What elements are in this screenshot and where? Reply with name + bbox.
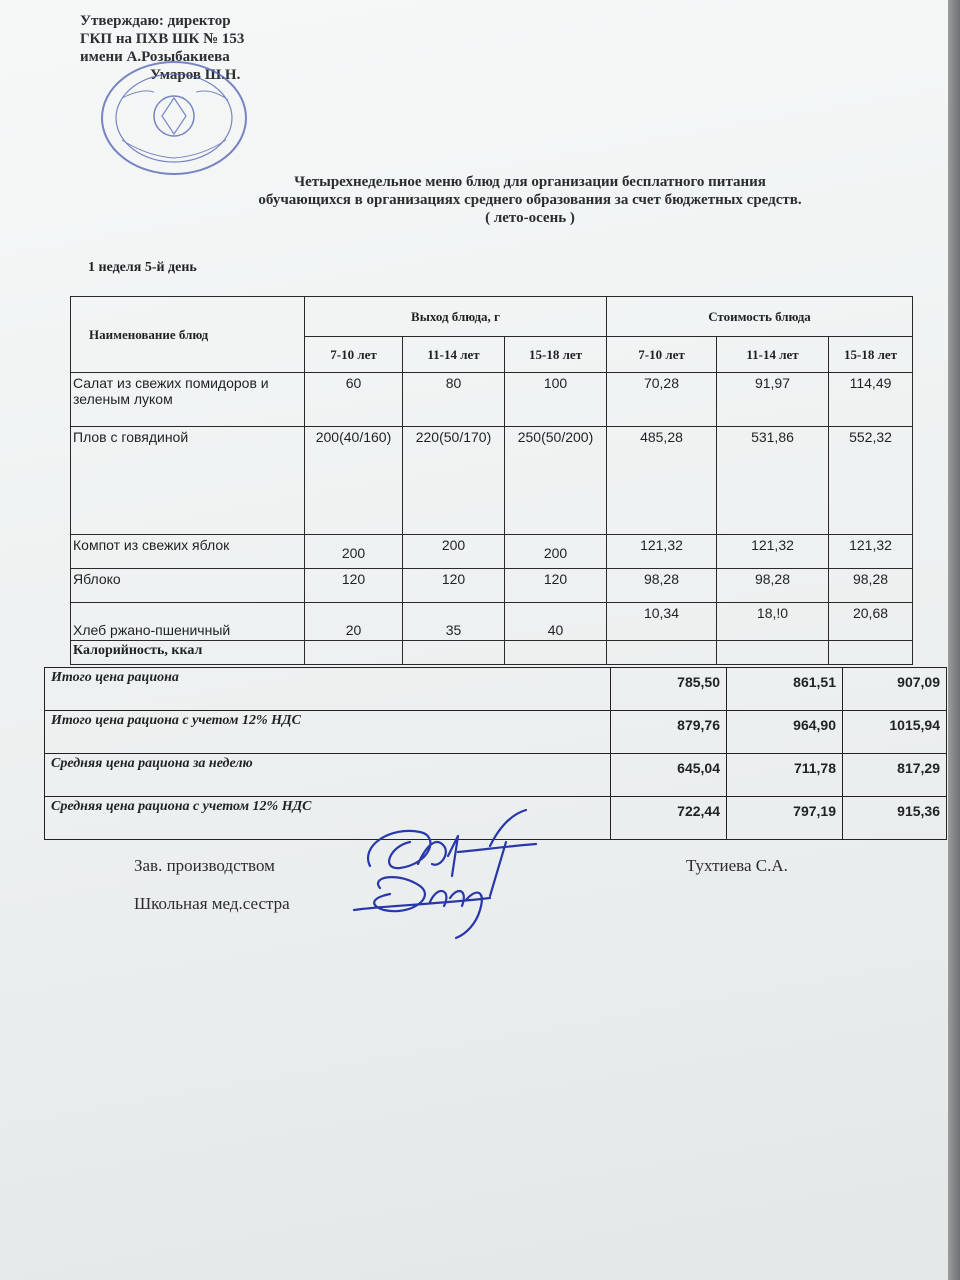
- yield-cell: 120: [403, 569, 505, 603]
- title-line: ( лето-осень ): [485, 210, 575, 226]
- yield-cell: 35: [403, 603, 505, 641]
- totals-value: 645,04: [611, 754, 727, 797]
- table-row: [71, 373, 913, 427]
- yield-cell: 220(50/170): [403, 427, 505, 535]
- yield-cell: 200(40/160): [305, 427, 403, 535]
- cost-cell: 20,68: [829, 603, 913, 641]
- document-title: [150, 173, 910, 227]
- dish-name: Плов с говядиной: [71, 427, 305, 535]
- approval-line: имени А.Розыбакиева: [80, 49, 230, 65]
- yield-cell: 40: [505, 603, 607, 641]
- calories-cell: [505, 641, 607, 665]
- approval-line: ГКП на ПХВ ШК № 153: [80, 31, 245, 47]
- title-line: обучающихся в организациях среднего образования за счет бюджетных средств.: [258, 192, 802, 208]
- week-day-label: 1 неделя 5-й день: [88, 260, 197, 275]
- table-row: [71, 603, 913, 641]
- totals-value: 817,29: [843, 754, 947, 797]
- totals-value: 722,44: [611, 797, 727, 840]
- cost-cell: 98,28: [829, 569, 913, 603]
- cost-cell: 98,28: [607, 569, 717, 603]
- header-age: 15-18 лет: [505, 337, 607, 373]
- totals-value: 861,51: [727, 668, 843, 711]
- cost-cell: 114,49: [829, 373, 913, 427]
- totals-value: 797,19: [727, 797, 843, 840]
- totals-value: 1015,94: [843, 711, 947, 754]
- totals-value: 711,78: [727, 754, 843, 797]
- totals-row: [45, 754, 947, 797]
- totals-label: Итого цена рациона: [45, 668, 611, 711]
- calories-cell: [717, 641, 829, 665]
- yield-cell: 200: [505, 535, 607, 569]
- dish-name: Компот из свежих яблок: [71, 535, 305, 569]
- totals-label: Средняя цена рациона за неделю: [45, 754, 611, 797]
- totals-value: 964,90: [727, 711, 843, 754]
- totals-value: 785,50: [611, 668, 727, 711]
- dish-name: Салат из свежих помидоров и зеленым луком: [71, 373, 305, 427]
- yield-cell: 120: [305, 569, 403, 603]
- table-row: [71, 535, 913, 569]
- totals-row: [45, 668, 947, 711]
- totals-value: 907,09: [843, 668, 947, 711]
- calories-cell: [403, 641, 505, 665]
- calories-row: [71, 641, 913, 665]
- nurse-label: Школьная мед.сестра: [134, 894, 290, 913]
- totals-label: Средняя цена рациона с учетом 12% НДС: [45, 797, 611, 840]
- calories-label: Калорийность, ккал: [71, 641, 305, 665]
- yield-cell: 250(50/200): [505, 427, 607, 535]
- cost-cell: 552,32: [829, 427, 913, 535]
- header-yield: Выход блюда, г: [305, 297, 607, 337]
- header-age: 7-10 лет: [607, 337, 717, 373]
- cost-cell: 121,32: [607, 535, 717, 569]
- yield-cell: 20: [305, 603, 403, 641]
- production-head-label: Зав. производством: [134, 856, 275, 875]
- totals-value: 879,76: [611, 711, 727, 754]
- header-cost: Стоимость блюда: [607, 297, 913, 337]
- totals-row: [45, 711, 947, 754]
- cost-cell: 91,97: [717, 373, 829, 427]
- header-age: 7-10 лет: [305, 337, 403, 373]
- header-age: 11-14 лет: [403, 337, 505, 373]
- signatory-name: Тухтиева С.А.: [686, 856, 788, 875]
- yield-cell: 80: [403, 373, 505, 427]
- cost-cell: 531,86: [717, 427, 829, 535]
- cost-cell: 10,34: [607, 603, 717, 641]
- menu-table: [70, 296, 913, 665]
- calories-cell: [305, 641, 403, 665]
- cost-cell: 18,!0: [717, 603, 829, 641]
- totals-value: 915,36: [843, 797, 947, 840]
- calories-cell: [607, 641, 717, 665]
- yield-cell: 200: [403, 535, 505, 569]
- cost-cell: 485,28: [607, 427, 717, 535]
- dish-name: Хлеб ржано-пшеничный: [71, 603, 305, 641]
- official-stamp: [92, 58, 262, 176]
- cost-cell: 98,28: [717, 569, 829, 603]
- approval-line: Утверждаю: директор: [80, 13, 231, 29]
- header-dish-name: Наименование блюд: [71, 297, 305, 373]
- dish-name: Яблоко: [71, 569, 305, 603]
- title-line: Четырехнедельное меню блюд для организации бесплатного питания: [294, 174, 766, 190]
- background-surface: [948, 0, 960, 1280]
- table-row: [71, 569, 913, 603]
- yield-cell: 60: [305, 373, 403, 427]
- calories-cell: [829, 641, 913, 665]
- totals-label: Итого цена рациона с учетом 12% НДС: [45, 711, 611, 754]
- yield-cell: 200: [305, 535, 403, 569]
- cost-cell: 70,28: [607, 373, 717, 427]
- header-age: 11-14 лет: [717, 337, 829, 373]
- handwritten-signature: [340, 806, 550, 946]
- cost-cell: 121,32: [717, 535, 829, 569]
- yield-cell: 120: [505, 569, 607, 603]
- approval-line: Умаров Ш.Н.: [150, 67, 241, 83]
- cost-cell: 121,32: [829, 535, 913, 569]
- yield-cell: 100: [505, 373, 607, 427]
- header-age: 15-18 лет: [829, 337, 913, 373]
- table-row: [71, 427, 913, 535]
